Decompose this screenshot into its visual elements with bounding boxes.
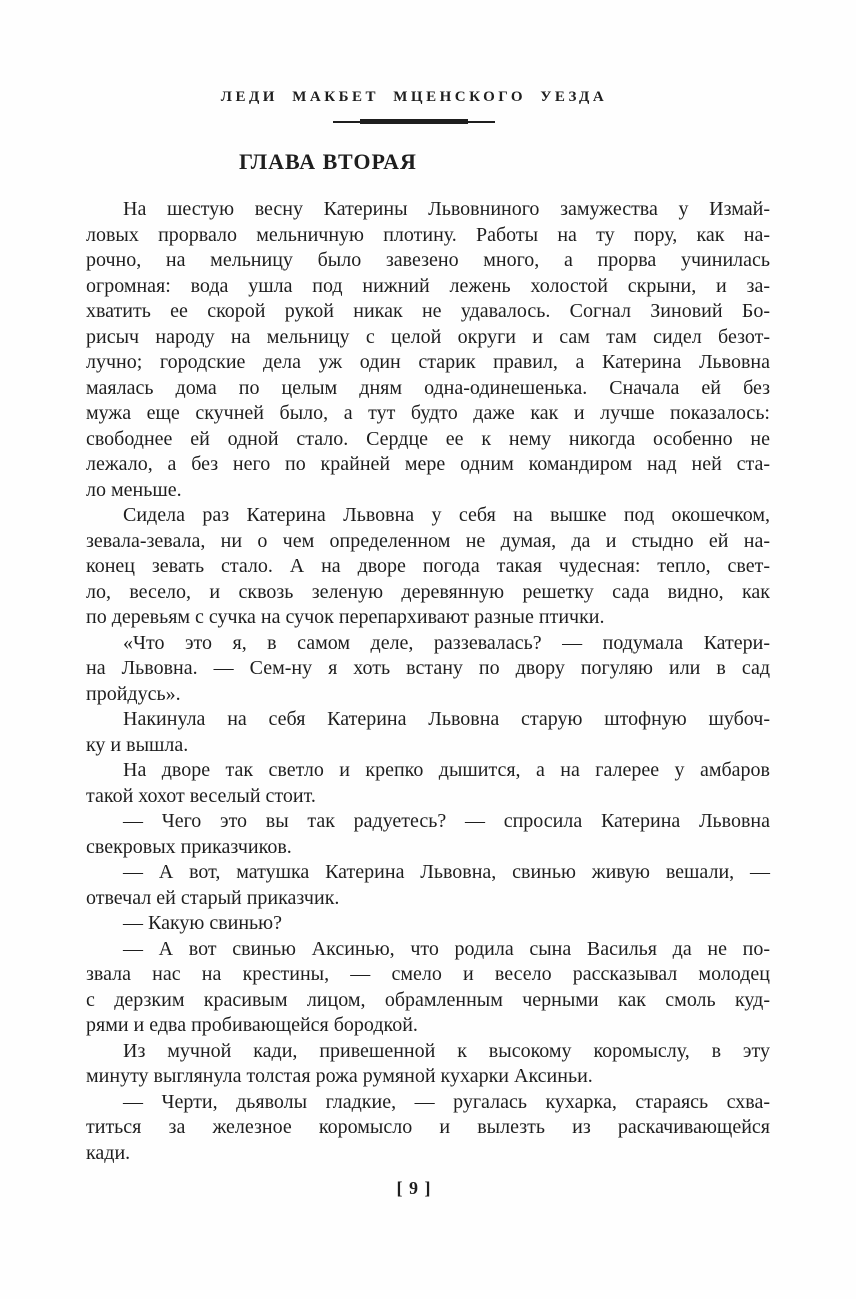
text-line: свободнее ей одной стало. Сердце ее к нему никогда особенно не (86, 427, 770, 450)
paragraph (86, 758, 770, 809)
text-line: по деревьям с сучка на сучок перепархивают разные птички. (86, 606, 605, 628)
text-line: Из мучной кади, привешенной к высокому коромыслу, в эту (123, 1039, 770, 1062)
page-number: [ 9 ] (396, 1178, 432, 1198)
text-line: На дворе так светло и крепко дышится, а на галерее у амбаров (123, 759, 770, 781)
text-line: «Что это я, в самом деле, раззевалась? — подумала Катери- (123, 631, 770, 654)
text-line: лежало, а без него по крайней мере одним командиром над ней ста- (86, 453, 770, 475)
text-line: — Чего это вы так радуетесь? — спросила Катерина Львовна (123, 810, 770, 832)
text-line: маялась дома по целым дням одна-одинешенька. Сначала ей без (86, 376, 770, 399)
text-line: зевала-зевала, ни о чем определенном не думая, да и стыдно ей на- (86, 529, 770, 552)
paragraph (86, 631, 770, 708)
text-line: минуту выглянула толстая рожа румяной кухарки Аксиньи. (86, 1065, 593, 1087)
paragraph (86, 1090, 770, 1167)
rule-thick-bar (360, 119, 468, 124)
text-line: рями и едва пробивающейся бородкой. (86, 1014, 418, 1036)
paragraph (86, 937, 770, 1039)
chapter-title: ГЛАВА ВТОРАЯ (239, 149, 417, 174)
text-line: кади. (86, 1141, 131, 1164)
paragraph (86, 197, 770, 503)
text-line: ло меньше. (86, 478, 182, 501)
text-line: огромная: вода ушла под нижний лежень холостой скрыни, и за- (86, 274, 770, 297)
text-line: на Львовна. — Сем-ну я хоть встану по двору погуляю или в сад (86, 657, 770, 679)
paragraph (86, 860, 770, 911)
text-line: свекровых приказчиков. (86, 835, 292, 858)
text-line: конец зевать стало. А на дворе погода такая чудесная: тепло, свет- (86, 555, 770, 577)
paragraph (86, 707, 770, 758)
ornament-rule (333, 119, 495, 124)
body-text (86, 197, 770, 1166)
text-line: пройдусь». (86, 682, 181, 705)
text-line: звала нас на крестины, — смело и весело рассказывал молодец (86, 963, 770, 985)
text-line: ло, весело, и сквозь зеленую деревянную решетку сада видно, как (86, 580, 770, 603)
text-line: хватить ее скорой рукой никак не удавалось. Согнал Зиновий Бо- (86, 300, 770, 322)
text-line: титься за железное коромысло и вылезть из раскачивающейся (86, 1116, 770, 1138)
text-line: — А вот свинью Аксинью, что родила сына Василья да не по- (123, 937, 770, 960)
text-line: — А вот, матушка Катерина Львовна, свинью живую вешали, — (123, 861, 770, 883)
text-line: лучно; городские дела уж один старик правил, а Катерина Львовна (86, 351, 770, 373)
text-line: мужа еще скучней было, а тут будто даже как и лучше показалось: (86, 402, 770, 424)
paragraph (86, 1039, 770, 1090)
text-line: рочно, на мельницу было завезено много, а прорва учинилась (86, 249, 770, 271)
text-line: На шестую весну Катерины Львовниного замужества у Измай- (123, 198, 770, 220)
running-head: ЛЕДИ МАКБЕТ МЦЕНСКОГО УЕЗДА (220, 89, 608, 105)
text-line: — Черти, дьяволы гладкие, — ругалась кухарка, стараясь схва- (123, 1090, 770, 1113)
text-line: Сидела раз Катерина Львовна у себя на вышке под окошечком, (123, 504, 770, 526)
text-line: такой хохот веселый стоит. (86, 784, 316, 807)
page-header (72, 90, 756, 124)
text-line: отвечал ей старый приказчик. (86, 886, 340, 909)
text-line: рисыч народу на мельницу с целой округи и сам там сидел безот- (86, 325, 770, 348)
paragraph (86, 809, 770, 860)
paragraph (86, 503, 770, 631)
text-line: Накинула на себя Катерина Львовна старую штофную шубоч- (123, 708, 770, 730)
text-line: ку и вышла. (86, 733, 189, 756)
text-line: ловых прорвало мельничную плотину. Работы на ту пору, как на- (86, 223, 770, 246)
text-line: — Какую свинью? (123, 912, 282, 934)
paragraph (86, 911, 770, 937)
text-line: с дерзким красивым лицом, обрамленным черными как смоль куд- (86, 988, 770, 1011)
